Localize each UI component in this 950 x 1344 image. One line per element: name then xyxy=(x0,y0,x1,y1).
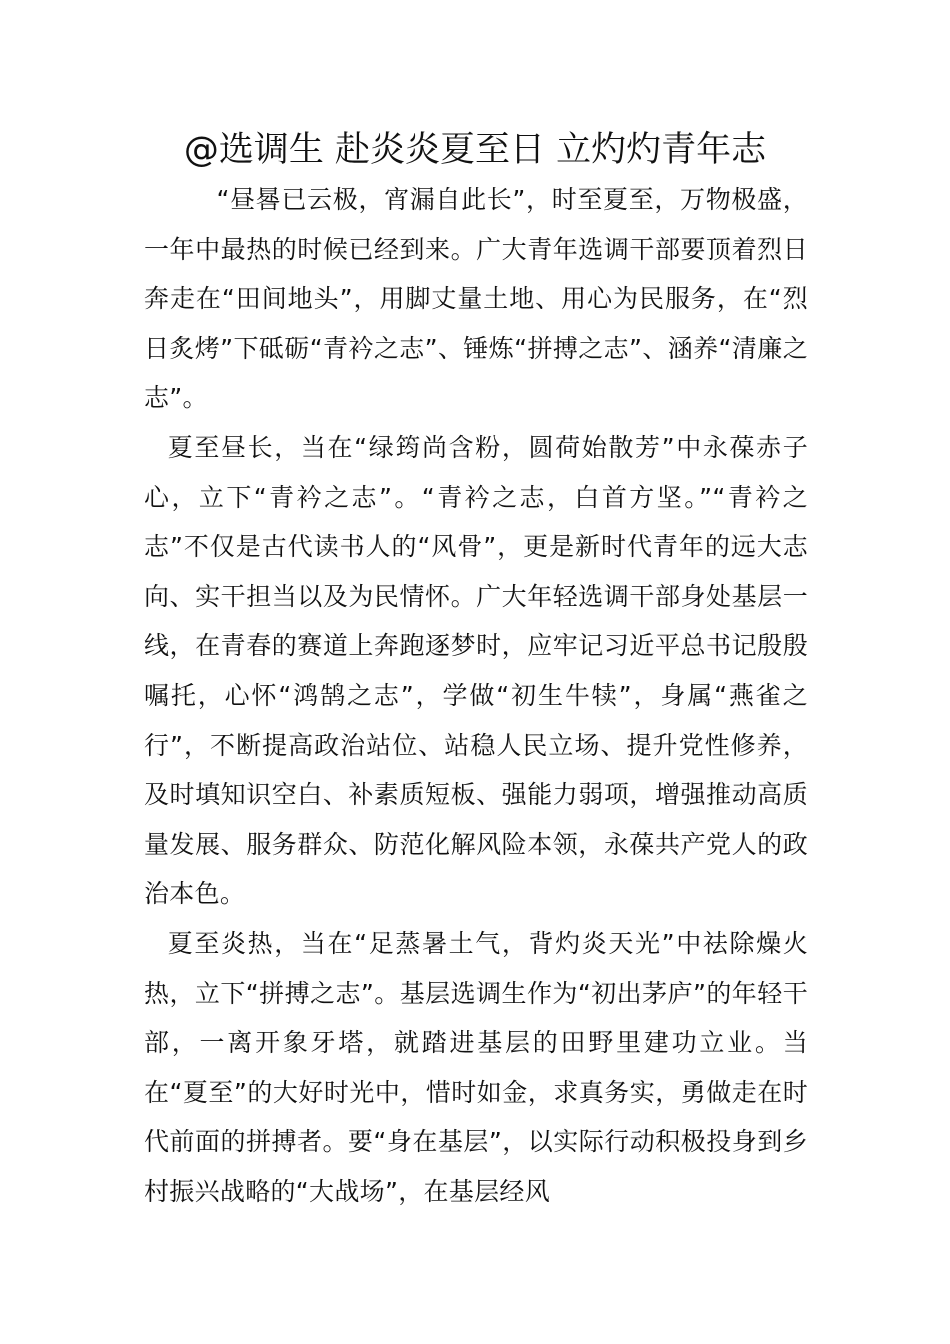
paragraph-pinbo: 夏至炎热，当在“足蒸暑土气，背灼炎天光”中祛除燥火热，立下“拼搏之志”。基层选调生作为“初出茅庐”的年轻干部，一离开象牙塔，就踏进基层的田野里建功立业。当在“夏至”的大好时光中，惜时如金，求真务实，勇做走在时代前面的拼搏者。要“身在基层”，以实际行动积极投身到乡村振兴战略的“大战场”，在基层经风 xyxy=(144,928,808,1206)
paragraph-intro: “昼晷已云极，宵漏自此长”，时至夏至，万物极盛，一年中最热的时候已经到来。广大青年选调干部要顶着烈日奔走在“田间地头”，用脚丈量土地、用心为民服务，在“烈日炙烤”下砥砺“青衿之志”、锤炼“拼搏之志”、涵养“清廉之志”。 xyxy=(144,185,808,413)
document-body xyxy=(144,175,808,1216)
document-title: @选调生 赴炎炎夏至日 立灼灼青年志 xyxy=(183,130,767,170)
paragraph-qinjin: 夏至昼长，当在“绿筠尚含粉，圆荷始散芳”中永葆赤子心，立下“青衿之志”。“青衿之志，白首方坚。”“青衿之志”不仅是古代读书人的“风骨”，更是新时代青年的远大志向、实干担当以及为民情怀。广大年轻选调干部身处基层一线，在青春的赛道上奔跑逐梦时，应牢记习近平总书记殷殷嘱托，心怀“鸿鹄之志”，学做“初生牛犊”，身属“燕雀之行”，不断提高政治站位、站稳人民立场、提升党性修养，及时填知识空白、补素质短板、强能力弱项，增强推动高质量发展、服务群众、防范化解风险本领，永葆共产党人的政治本色。 xyxy=(144,432,808,909)
